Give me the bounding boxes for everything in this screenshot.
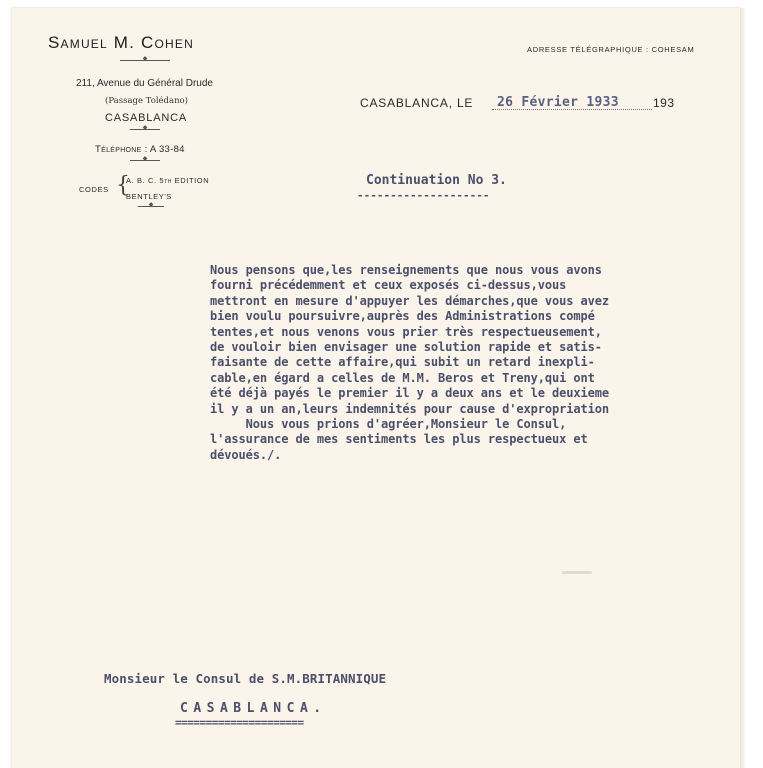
body-line: faisante de cette affaire,qui subit un retard inexpli- bbox=[210, 355, 595, 370]
letter-body bbox=[210, 263, 730, 463]
body-line: de vouloir bien envisager une solution rapide et satis- bbox=[210, 340, 602, 355]
dateline-year: 193 bbox=[653, 96, 675, 110]
addressee-underline: ===================== bbox=[175, 716, 304, 729]
body-line: Nous pensons que,les renseignements que nous vous avons bbox=[210, 263, 602, 277]
body-line: fourni précédemment et ceux exposés ci-dessus,vous bbox=[210, 278, 567, 293]
letter-sheet bbox=[12, 8, 740, 768]
body-line: tentes,et nous venons vous prier très respectueusement, bbox=[210, 324, 602, 339]
address-line-1: 211, Avenue du Général Drude bbox=[76, 78, 213, 89]
dateline-typed-date: 26 Février 1933 bbox=[497, 95, 619, 110]
body-line: été déjà payés le premier il y a deux ans et le deuxieme bbox=[210, 386, 609, 401]
body-line: mettront en mesure d'appuyer les démarches,que vous avez bbox=[210, 293, 609, 308]
telegraphic-address: ADRESSE TÉLÉGRAPHIQUE : COHESAM bbox=[527, 45, 695, 54]
address-line-2: (Passage Tolédano) bbox=[105, 96, 188, 106]
code-abc: A. B. C. 5th EDITION bbox=[126, 176, 210, 185]
letterhead-name: Samuel M. Cohen bbox=[48, 33, 194, 52]
body-line: Nous vous prions d'agréer,Monsieur le Consul, bbox=[210, 417, 567, 432]
body-line: il y a un an,leurs indemnités pour cause d'expropriation bbox=[210, 401, 609, 416]
addressee-city: CASABLANCA. bbox=[180, 701, 327, 716]
ornament-divider bbox=[138, 206, 164, 207]
addressee-line: Monsieur le Consul de S.M.BRITANNIQUE bbox=[104, 671, 387, 686]
ornament-divider bbox=[120, 60, 170, 61]
code-bentley: BENTLEY'S bbox=[126, 192, 173, 201]
telephone: Téléphone : A 33-84 bbox=[95, 144, 185, 155]
body-line: dévoués./. bbox=[210, 447, 282, 462]
ornament-divider bbox=[130, 129, 160, 130]
paper-smudge bbox=[562, 571, 592, 574]
brace: { bbox=[116, 173, 130, 198]
dateline-printed: CASABLANCA, LE bbox=[360, 96, 474, 110]
codes-label: CODES bbox=[79, 185, 109, 194]
body-line: cable,en égard a celles de M.M. Beros et Treny,qui ont bbox=[210, 370, 595, 385]
date-dotted-line bbox=[492, 109, 652, 110]
ornament-divider bbox=[130, 160, 160, 161]
address-city: CASABLANCA bbox=[105, 112, 187, 124]
continuation-underline: -------------------- bbox=[357, 189, 490, 202]
body-line: l'assurance de mes sentiments les plus respectueux et bbox=[210, 432, 588, 447]
continuation-label: Continuation No 3. bbox=[366, 173, 507, 188]
body-line: bien voulu poursuivre,auprès des Administrations compé bbox=[210, 309, 595, 324]
